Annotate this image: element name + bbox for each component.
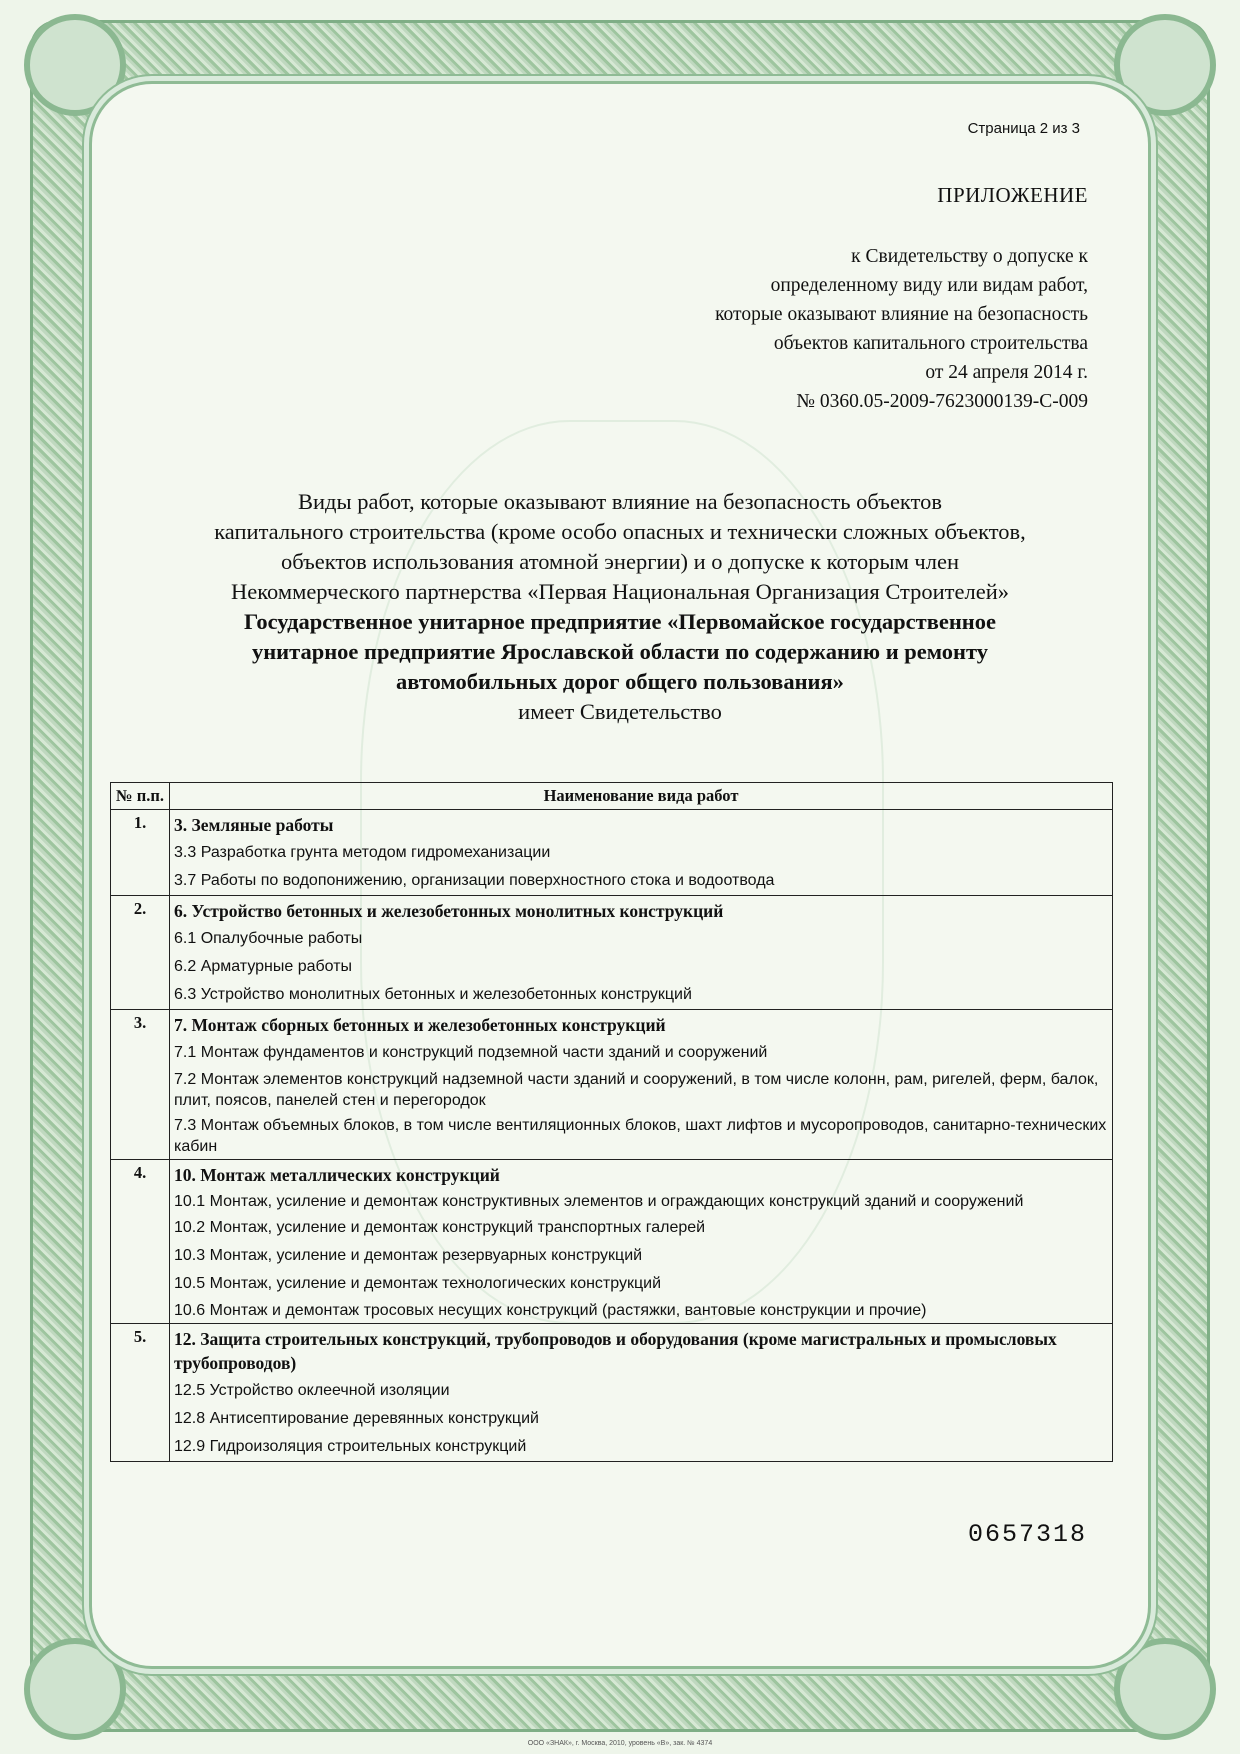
work-group-cell	[170, 896, 1113, 1010]
work-item: 10.1 Монтаж, усиление и демонтаж конструктивных элементов и ограждающих конструкций зданий и сооружений	[174, 1193, 1024, 1210]
work-item: 10.3 Монтаж, усиление и демонтаж резервуарных конструкций	[174, 1247, 643, 1264]
certificate-reference	[715, 242, 1088, 416]
appendix-title: ПРИЛОЖЕНИЕ	[937, 183, 1088, 207]
table-row	[111, 1010, 1113, 1160]
work-item: 3.7 Работы по водопонижению, организации поверхностного стока и водоотвода	[174, 872, 775, 889]
work-item: 6.3 Устройство монолитных бетонных и железобетонных конструкций	[174, 986, 692, 1003]
table-row	[111, 810, 1113, 896]
works-table	[110, 782, 1113, 1462]
work-group-title: 10. Монтаж металлических конструкций	[174, 1165, 500, 1185]
corner-ornament	[1114, 1638, 1216, 1740]
work-item: 6.1 Опалубочные работы	[174, 930, 363, 947]
organization-line: автомобильных дорог общего пользования»	[396, 669, 844, 694]
printer-imprint: ООО «ЗНАК», г. Москва, 2010, уровень «В», зак. № 4374	[527, 1740, 713, 1747]
row-number: 1.	[111, 810, 170, 896]
work-item: 12.8 Антисептирование деревянных конструкций	[174, 1410, 539, 1427]
work-group-title: 6. Устройство бетонных и железобетонных монолитных конструкций	[174, 901, 724, 921]
work-item: 7.1 Монтаж фундаментов и конструкций подземной части зданий и сооружений	[174, 1044, 768, 1061]
reference-line: от 24 апреля 2014 г.	[925, 362, 1088, 383]
reference-line: объектов капитального строительства	[773, 333, 1088, 354]
heading-line: объектов использования атомной энергии) и о допуске к которым член	[280, 549, 960, 574]
reference-line: определенному виду или видам работ,	[770, 275, 1088, 296]
work-group-title: 3. Земляные работы	[174, 815, 334, 835]
corner-ornament	[24, 1638, 126, 1740]
row-number: 4.	[111, 1160, 170, 1324]
work-group-title: 7. Монтаж сборных бетонных и железобетонных конструкций	[174, 1015, 666, 1035]
reference-line: к Свидетельству о допуске к	[851, 246, 1088, 267]
work-item: 10.5 Монтаж, усиление и демонтаж технологических конструкций	[174, 1275, 662, 1292]
heading-line: Виды работ, которые оказывают влияние на безопасность объектов	[298, 489, 942, 514]
reference-line: № 0360.05-2009-7623000139-С-009	[796, 391, 1088, 412]
work-item: 10.2 Монтаж, усиление и демонтаж конструкций транспортных галерей	[174, 1219, 706, 1236]
table-header-row	[111, 783, 1113, 810]
reference-line: которые оказывают влияние на безопасность	[715, 304, 1088, 325]
column-header-name: Наименование вида работ	[170, 783, 1113, 810]
work-group-cell	[170, 1010, 1113, 1160]
table-row	[111, 896, 1113, 1010]
serial-number: 0657318	[968, 1520, 1088, 1549]
work-group-cell	[170, 810, 1113, 896]
has-certificate-line: имеет Свидетельство	[518, 699, 722, 724]
work-group-cell	[170, 1324, 1113, 1462]
work-item: 7.3 Монтаж объемных блоков, в том числе вентиляционных блоков, шахт лифтов и мусоропроводов, санитарно-технических кабин	[174, 1117, 1107, 1155]
page-number: Страница 2 из 3	[967, 120, 1080, 137]
organization-line: Государственное унитарное предприятие «Первомайское государственное	[244, 609, 996, 634]
heading-line: Некоммерческого партнерства «Первая Национальная Организация Строителей»	[231, 579, 1009, 604]
row-number: 2.	[111, 896, 170, 1010]
work-item: 6.2 Арматурные работы	[174, 958, 353, 975]
heading-line: капитального строительства (кроме особо опасных и технически сложных объектов,	[214, 519, 1026, 544]
work-item: 12.9 Гидроизоляция строительных конструкций	[174, 1438, 527, 1455]
document-heading	[115, 487, 1125, 727]
row-number: 3.	[111, 1010, 170, 1160]
work-item: 3.3 Разработка грунта методом гидромеханизации	[174, 844, 551, 861]
work-group-title: 12. Защита строительных конструкций, трубопроводов и оборудования (кроме магистральных и промысловых трубопроводов)	[174, 1329, 1057, 1373]
work-item: 12.5 Устройство оклеечной изоляции	[174, 1382, 450, 1399]
work-item: 10.6 Монтаж и демонтаж тросовых несущих конструкций (растяжки, вантовые конструкции и прочие)	[174, 1302, 927, 1319]
column-header-number: № п.п.	[111, 783, 170, 810]
organization-line: унитарное предприятие Ярославской области по содержанию и ремонту	[251, 639, 989, 664]
work-group-cell	[170, 1160, 1113, 1324]
work-item: 7.2 Монтаж элементов конструкций надземной части зданий и сооружений, в том числе колонн, рам, ригелей, ферм, балок, плит, поясов, панелей стен и перегородок	[174, 1071, 1099, 1109]
table-row	[111, 1160, 1113, 1324]
table-row	[111, 1324, 1113, 1462]
row-number: 5.	[111, 1324, 170, 1462]
